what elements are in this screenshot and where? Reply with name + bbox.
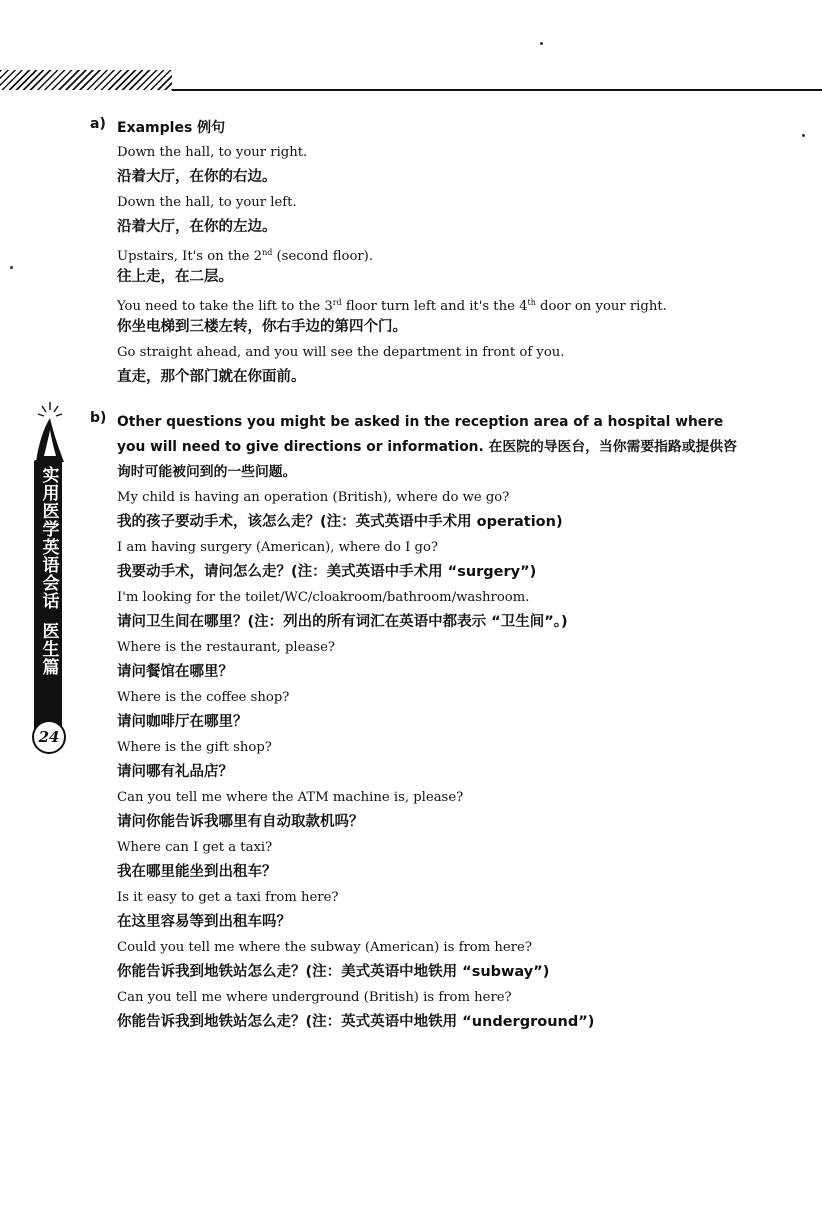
section-a	[90, 116, 740, 390]
section-b	[90, 410, 740, 1035]
english-sentence: Down the hall, to your right.	[117, 145, 308, 160]
chinese-translation: 我要动手术，请问怎么走？(注：美式英语中手术用 “surgery”)	[117, 564, 537, 580]
chinese-translation: 请问餐馆在哪里？	[117, 664, 233, 680]
chinese-translation: 你坐电梯到三楼左转，你右手边的第四个门。	[117, 319, 407, 335]
chinese-translation: 请问哪有礼品店？	[117, 764, 233, 780]
section-a-title: Examples 例句	[117, 120, 226, 136]
text-run: Upstairs, It's on the 2	[117, 249, 263, 264]
chinese-translation: 我在哪里能坐到出租车？	[117, 864, 277, 880]
text-run: floor turn left and it's the 4	[341, 299, 528, 314]
scan-speck	[540, 42, 543, 45]
english-sentence: Where is the coffee shop?	[117, 690, 290, 705]
english-sentence: My child is having an operation (British), where do we go?	[117, 490, 510, 505]
english-sentence: Down the hall, to your left.	[117, 195, 297, 210]
chinese-translation: 请问卫生间在哪里？(注：列出的所有词汇在英语中都表示 “卫生间”。)	[117, 614, 568, 630]
text-run: (second floor).	[272, 249, 374, 264]
english-sentence: Go straight ahead, and you will see the department in front of you.	[117, 345, 565, 360]
chinese-translation: 请问你能告诉我哪里有自动取款机吗？	[117, 814, 364, 830]
scan-speck	[802, 134, 805, 137]
text-run: You need to take the lift to the 3	[117, 299, 333, 314]
english-sentence: I am having surgery (American), where do I go?	[117, 540, 438, 555]
english-sentence: Is it easy to get a taxi from here?	[117, 890, 339, 905]
chinese-translation: 请问咖啡厅在哪里？	[117, 714, 248, 730]
chinese-translation: 在这里容易等到出租车吗？	[117, 914, 291, 930]
english-sentence: Could you tell me where the subway (American) is from here?	[117, 940, 532, 955]
header-rule	[172, 89, 822, 91]
chinese-translation: 直走，那个部门就在你面前。	[117, 369, 306, 385]
section-a-label: a)	[90, 116, 106, 132]
english-sentence: Where is the gift shop?	[117, 740, 272, 755]
section-b-intro: Other questions you might be asked in the reception area of a hospital where you will need to give directions or information. 在医院的导医台，当你需要指路或提供咨询时可能被问到的一些问题。	[117, 414, 737, 480]
chinese-translation: 我的孩子要动手术，该怎么走？(注：英式英语中手术用 operation)	[117, 514, 563, 530]
superscript: th	[527, 298, 536, 307]
page-content	[90, 116, 740, 1035]
page-number: 24	[32, 720, 66, 754]
english-sentence	[117, 290, 740, 315]
english-sentence	[117, 240, 740, 265]
section-b-label: b)	[90, 410, 107, 426]
english-sentence: Can you tell me where the ATM machine is, please?	[117, 790, 464, 805]
section-b-lines	[90, 485, 740, 1035]
chinese-translation: 你能告诉我到地铁站怎么走？(注：美式英语中地铁用 “subway”)	[117, 964, 550, 980]
section-a-lines	[90, 140, 740, 390]
english-sentence: Can you tell me where underground (British) is from here?	[117, 990, 512, 1005]
english-sentence: Where is the restaurant, please?	[117, 640, 335, 655]
side-book-subtitle: 医生篇	[38, 622, 59, 676]
text-run: door on your right.	[535, 299, 667, 314]
side-tab	[30, 400, 68, 760]
header-hatch-decoration	[0, 70, 172, 90]
side-title-bar	[34, 460, 62, 732]
side-book-title: 实用医学英语会话	[38, 466, 59, 610]
chinese-translation: 沿着大厅，在你的右边。	[117, 169, 277, 185]
scan-speck	[10, 266, 13, 269]
english-sentence: I'm looking for the toilet/WC/cloakroom/bathroom/washroom.	[117, 590, 530, 605]
chinese-translation: 你能告诉我到地铁站怎么走？(注：英式英语中地铁用 “underground”)	[117, 1014, 595, 1030]
superscript: rd	[332, 298, 342, 307]
english-sentence: Where can I get a taxi?	[117, 840, 273, 855]
superscript: nd	[262, 248, 273, 257]
chinese-translation: 往上走，在二层。	[117, 269, 233, 285]
chinese-translation: 沿着大厅，在你的左边。	[117, 219, 277, 235]
